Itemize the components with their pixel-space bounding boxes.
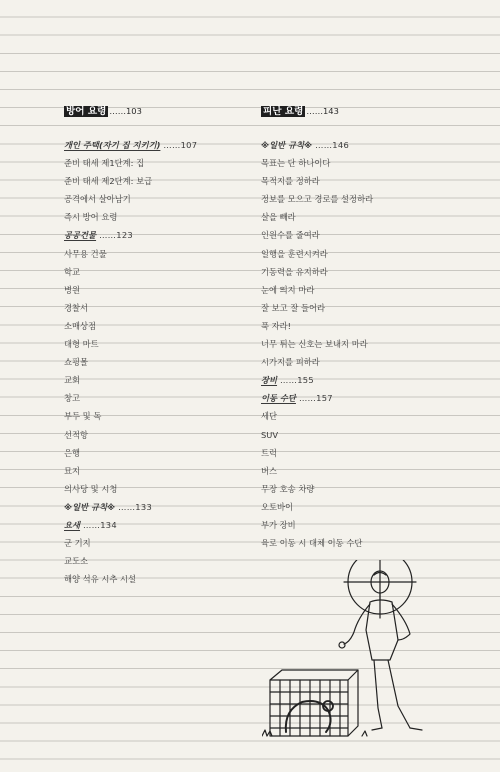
toc-entry-text: 개인 주택(자기 집 지키기): [64, 140, 161, 150]
toc-entry: [261, 281, 461, 299]
section-title: 피난 요령: [263, 106, 304, 117]
toc-entry: [261, 353, 461, 371]
toc-entry: [64, 190, 264, 208]
toc-entry-page: ……155: [280, 375, 314, 386]
toc-entry-text: 부가 장비: [261, 519, 296, 530]
left-toc-list: [64, 136, 264, 588]
toc-entry-text: ※일반 규칙※: [261, 140, 313, 150]
toc-entry: [261, 335, 461, 353]
toc-entry: [64, 154, 264, 172]
section-title: 방어 요령: [66, 106, 107, 117]
toc-general-rules: [64, 498, 264, 516]
toc-entry: [64, 426, 264, 444]
toc-subheading: [64, 136, 264, 154]
toc-entry: [64, 172, 264, 190]
toc-entry-page: ……146: [315, 140, 350, 150]
toc-entry-text: 준비 태세 제1단계: 집: [64, 158, 145, 169]
toc-entry: [64, 281, 264, 299]
toc-entry-text: 너무 튀는 신호는 보내지 마라: [261, 339, 368, 350]
toc-entry: [64, 552, 264, 570]
toc-entry-text: 살을 빼라: [261, 212, 296, 223]
toc-entry-text: 학교: [64, 266, 81, 277]
toc-entry-text: 사무용 건물: [64, 248, 107, 259]
toc-entry-text: 선적항: [64, 429, 89, 440]
toc-entry-text: 은행: [64, 447, 81, 458]
left-toc-column: [64, 100, 264, 588]
toc-entry-text: 육로 이동 시 대체 이동 수단: [261, 538, 363, 549]
toc-entry: [261, 299, 461, 317]
toc-entry-text: 즉시 방어 요령: [64, 212, 118, 223]
toc-entry-text: 이동 수단: [261, 393, 296, 404]
toc-entry: [64, 299, 264, 317]
toc-subheading: [261, 371, 461, 389]
toc-entry: [64, 480, 264, 498]
toc-entry-text: SUV: [261, 429, 279, 440]
toc-entry-text: 오토바이: [261, 501, 294, 512]
toc-entry-text: 경찰서: [64, 302, 89, 313]
toc-entry-text: 묘지: [64, 465, 81, 476]
toc-entry-text: 인원수를 줄여라: [261, 230, 320, 241]
toc-subheading: [261, 389, 461, 407]
toc-entry-page: ……134: [83, 519, 117, 530]
toc-entry-text: 의사당 및 시청: [64, 483, 118, 494]
man-with-crosshair-and-caged-zombie-illustration: [262, 560, 462, 740]
section-header-evacuation: [261, 100, 461, 122]
section-header-defense: [64, 100, 264, 122]
toc-entry-page: ……123: [99, 230, 133, 241]
toc-entry-text: 창고: [64, 393, 81, 404]
toc-entry: [64, 389, 264, 407]
toc-entry: [261, 190, 461, 208]
toc-entry: [261, 245, 461, 263]
toc-entry: [261, 226, 461, 244]
toc-entry: [261, 154, 461, 172]
right-toc-column: [261, 100, 461, 552]
toc-general-rules: [261, 136, 461, 154]
toc-entry: [64, 335, 264, 353]
toc-entry-text: 공격에서 살아남기: [64, 194, 131, 205]
toc-entry-text: 푹 자라!: [261, 320, 292, 331]
toc-entry-text: 부두 및 독: [64, 411, 102, 422]
toc-entry-text: 트럭: [261, 447, 278, 458]
toc-entry-text: 병원: [64, 284, 81, 295]
toc-entry-text: 일행을 훈련시켜라: [261, 248, 328, 259]
toc-entry: [64, 353, 264, 371]
toc-entry: [261, 317, 461, 335]
toc-entry-page: ……157: [298, 393, 333, 404]
toc-entry: [64, 444, 264, 462]
toc-entry-text: 소매상점: [64, 320, 97, 331]
toc-entry: [64, 462, 264, 480]
toc-entry-text: 장비: [261, 375, 278, 386]
toc-entry: [261, 208, 461, 226]
toc-entry: [261, 534, 461, 552]
section-page: ……103: [109, 106, 142, 116]
toc-entry-text: 준비 태세 제2단계: 보급: [64, 176, 153, 187]
toc-entry: [64, 570, 264, 588]
toc-entry-text: 대형 마트: [64, 339, 99, 350]
toc-entry-text: 교도소: [64, 556, 89, 567]
toc-entry-text: 눈에 띄지 마라: [261, 284, 315, 295]
toc-entry-text: 해양 석유 시추 시설: [64, 574, 137, 585]
toc-entry-text: 공공건물: [64, 230, 97, 241]
toc-entry: [261, 444, 461, 462]
toc-subheading: [64, 226, 264, 244]
toc-entry: [64, 371, 264, 389]
toc-entry-text: 요새: [64, 519, 81, 530]
toc-entry-text: ※일반 규칙※: [64, 501, 116, 512]
toc-entry: [64, 317, 264, 335]
toc-entry-page: ……107: [163, 140, 198, 150]
toc-entry-text: 정보를 모으고 경로를 설정하라: [261, 194, 374, 205]
toc-subheading: [64, 516, 264, 534]
toc-entry: [261, 407, 461, 425]
toc-entry: [261, 263, 461, 281]
toc-entry: [64, 208, 264, 226]
toc-entry: [261, 498, 461, 516]
toc-entry: [261, 462, 461, 480]
toc-entry-text: 버스: [261, 465, 278, 476]
toc-entry-text: 무장 호송 차량: [261, 483, 315, 494]
toc-entry: [261, 172, 461, 190]
toc-entry: [261, 516, 461, 534]
toc-entry: [64, 534, 264, 552]
toc-entry-text: 세단: [261, 411, 278, 422]
toc-entry: [64, 407, 264, 425]
toc-entry: [64, 245, 264, 263]
toc-entry-text: 군 기지: [64, 538, 91, 549]
toc-entry: [261, 426, 461, 444]
toc-entry-text: 기동력을 유지하라: [261, 266, 328, 277]
toc-entry-text: 목적지를 정하라: [261, 176, 320, 187]
toc-entry-text: 쇼핑몰: [64, 357, 89, 368]
toc-entry-text: 잘 보고 잘 들어라: [261, 302, 326, 313]
toc-entry: [261, 480, 461, 498]
toc-entry: [64, 263, 264, 281]
toc-entry-text: 목표는 단 하나이다: [261, 158, 331, 169]
toc-entry-text: 시가지를 피하라: [261, 357, 320, 368]
right-toc-list: [261, 136, 461, 552]
section-page: ……143: [306, 106, 339, 116]
toc-entry-text: 교회: [64, 375, 81, 386]
toc-entry-page: ……133: [118, 501, 153, 512]
